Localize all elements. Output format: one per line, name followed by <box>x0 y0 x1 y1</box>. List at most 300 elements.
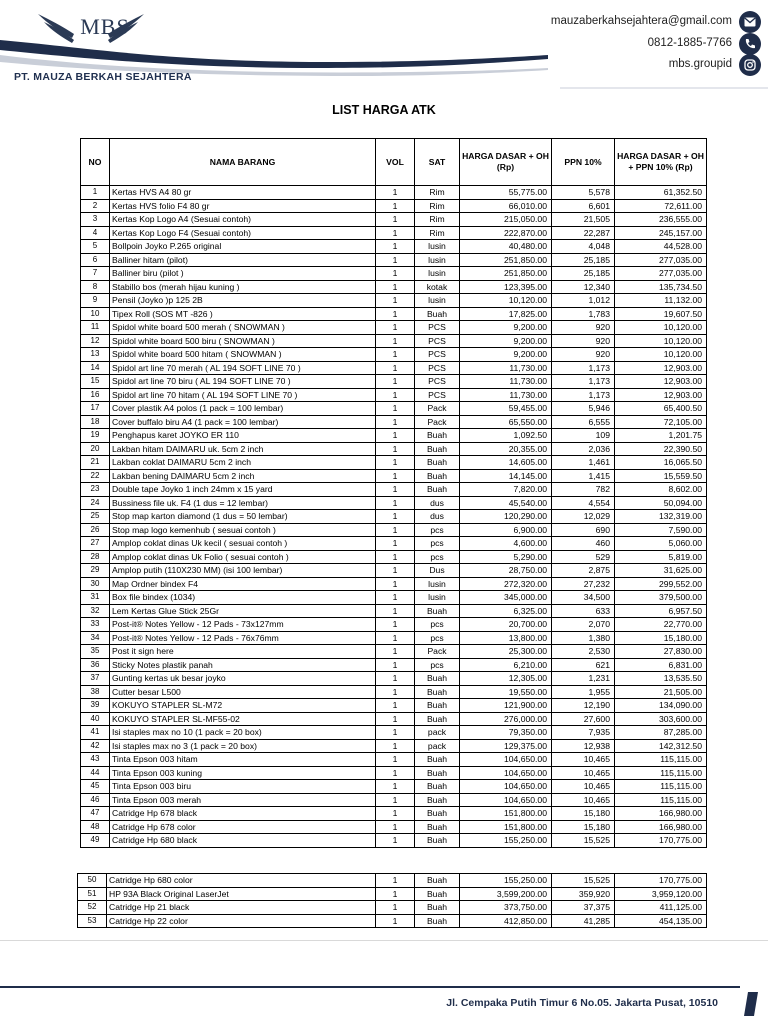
item-total-price: 21,505.00 <box>615 685 707 699</box>
item-base-price: 13,800.00 <box>460 631 552 645</box>
item-unit: Buah <box>415 442 460 456</box>
item-base-price: 373,750.00 <box>460 901 552 915</box>
item-total-price: 50,094.00 <box>615 496 707 510</box>
item-unit: pcs <box>415 631 460 645</box>
item-unit: Buah <box>415 307 460 321</box>
item-unit: Buah <box>415 914 460 928</box>
item-name: Catridge Hp 22 color <box>107 914 376 928</box>
item-no: 23 <box>81 483 110 497</box>
item-no: 36 <box>81 658 110 672</box>
item-name: Catridge Hp 680 color <box>107 874 376 888</box>
item-unit: PCS <box>415 361 460 375</box>
item-name: Double tape Joyko 1 inch 24mm x 15 yard <box>110 483 376 497</box>
table-row <box>81 618 707 632</box>
item-vol: 1 <box>376 199 415 213</box>
item-unit: Buah <box>415 780 460 794</box>
item-unit: Buah <box>415 604 460 618</box>
item-unit: Buah <box>415 429 460 443</box>
item-vol: 1 <box>376 739 415 753</box>
item-base-price: 120,290.00 <box>460 510 552 524</box>
item-vol: 1 <box>376 780 415 794</box>
item-ppn: 22,287 <box>552 226 615 240</box>
item-unit: pcs <box>415 537 460 551</box>
item-no: 16 <box>81 388 110 402</box>
table-row <box>81 793 707 807</box>
item-vol: 1 <box>376 253 415 267</box>
item-name: Tipex Roll (SOS MT -826 ) <box>110 307 376 321</box>
item-no: 26 <box>81 523 110 537</box>
item-base-price: 276,000.00 <box>460 712 552 726</box>
item-unit: lusin <box>415 577 460 591</box>
item-name: Post-it® Notes Yellow - 12 Pads - 76x76mm <box>110 631 376 645</box>
item-total-price: 3,959,120.00 <box>615 887 707 901</box>
item-no: 24 <box>81 496 110 510</box>
item-total-price: 303,600.00 <box>615 712 707 726</box>
item-no: 12 <box>81 334 110 348</box>
item-vol: 1 <box>376 483 415 497</box>
item-total-price: 72,611.00 <box>615 199 707 213</box>
item-unit: Buah <box>415 699 460 713</box>
item-ppn: 782 <box>552 483 615 497</box>
footer-accent-icon <box>744 992 758 1016</box>
item-no: 45 <box>81 780 110 794</box>
table-row <box>81 550 707 564</box>
item-unit: pcs <box>415 658 460 672</box>
item-vol: 1 <box>376 874 415 888</box>
item-name: Tinta Epson 003 biru <box>110 780 376 794</box>
item-name: Map Ordner bindex F4 <box>110 577 376 591</box>
item-unit: pcs <box>415 523 460 537</box>
item-total-price: 72,105.00 <box>615 415 707 429</box>
item-vol: 1 <box>376 834 415 848</box>
item-no: 41 <box>81 726 110 740</box>
table-row <box>81 280 707 294</box>
item-vol: 1 <box>376 793 415 807</box>
item-ppn: 4,554 <box>552 496 615 510</box>
item-unit: PCS <box>415 375 460 389</box>
item-base-price: 121,900.00 <box>460 699 552 713</box>
item-unit: Buah <box>415 887 460 901</box>
item-total-price: 44,528.00 <box>615 240 707 254</box>
item-base-price: 3,599,200.00 <box>460 887 552 901</box>
item-vol: 1 <box>376 334 415 348</box>
item-vol: 1 <box>376 726 415 740</box>
item-total-price: 277,035.00 <box>615 253 707 267</box>
item-no: 35 <box>81 645 110 659</box>
item-base-price: 412,850.00 <box>460 914 552 928</box>
item-base-price: 215,050.00 <box>460 213 552 227</box>
item-no: 6 <box>81 253 110 267</box>
table-row <box>78 874 707 888</box>
item-vol: 1 <box>376 186 415 200</box>
item-ppn: 621 <box>552 658 615 672</box>
item-unit: Buah <box>415 807 460 821</box>
table-row <box>81 483 707 497</box>
table-row <box>81 213 707 227</box>
table-row <box>81 834 707 848</box>
item-base-price: 11,730.00 <box>460 361 552 375</box>
item-base-price: 129,375.00 <box>460 739 552 753</box>
item-unit: pack <box>415 726 460 740</box>
item-no: 7 <box>81 267 110 281</box>
item-unit: Pack <box>415 415 460 429</box>
table-row <box>78 914 707 928</box>
item-ppn: 1,173 <box>552 388 615 402</box>
table-row <box>81 469 707 483</box>
item-ppn: 633 <box>552 604 615 618</box>
item-name: Post-it® Notes Yellow - 12 Pads - 73x127mm <box>110 618 376 632</box>
item-vol: 1 <box>376 388 415 402</box>
item-no: 33 <box>81 618 110 632</box>
table-row <box>81 402 707 416</box>
item-name: Spidol white board 500 biru ( SNOWMAN ) <box>110 334 376 348</box>
table-row <box>81 307 707 321</box>
item-vol: 1 <box>376 807 415 821</box>
item-vol: 1 <box>376 901 415 915</box>
item-unit: Buah <box>415 766 460 780</box>
item-total-price: 10,120.00 <box>615 334 707 348</box>
item-unit: Rim <box>415 199 460 213</box>
item-no: 11 <box>81 321 110 335</box>
item-vol: 1 <box>376 914 415 928</box>
item-total-price: 12,903.00 <box>615 375 707 389</box>
column-header: NO <box>81 139 110 186</box>
item-total-price: 411,125.00 <box>615 901 707 915</box>
item-unit: lusin <box>415 267 460 281</box>
item-ppn: 1,380 <box>552 631 615 645</box>
item-total-price: 454,135.00 <box>615 914 707 928</box>
item-base-price: 104,650.00 <box>460 753 552 767</box>
logo-text: MBS <box>80 14 130 39</box>
item-ppn: 2,530 <box>552 645 615 659</box>
item-vol: 1 <box>376 429 415 443</box>
item-total-price: 61,352.50 <box>615 186 707 200</box>
item-ppn: 1,173 <box>552 361 615 375</box>
item-base-price: 6,210.00 <box>460 658 552 672</box>
item-base-price: 14,605.00 <box>460 456 552 470</box>
item-ppn: 920 <box>552 348 615 362</box>
item-name: Cover plastik A4 polos (1 pack = 100 lembar) <box>110 402 376 416</box>
item-ppn: 12,029 <box>552 510 615 524</box>
item-no: 49 <box>81 834 110 848</box>
item-total-price: 115,115.00 <box>615 780 707 794</box>
item-vol: 1 <box>376 294 415 308</box>
table-row <box>81 604 707 618</box>
table-row <box>81 496 707 510</box>
item-base-price: 6,900.00 <box>460 523 552 537</box>
item-total-price: 1,201.75 <box>615 429 707 443</box>
item-total-price: 22,390.50 <box>615 442 707 456</box>
item-no: 4 <box>81 226 110 240</box>
item-no: 50 <box>78 874 107 888</box>
item-total-price: 15,180.00 <box>615 631 707 645</box>
table-row <box>81 591 707 605</box>
item-name: Isi staples max no 10 (1 pack = 20 box) <box>110 726 376 740</box>
item-vol: 1 <box>376 321 415 335</box>
item-base-price: 1,092.50 <box>460 429 552 443</box>
item-vol: 1 <box>376 887 415 901</box>
item-vol: 1 <box>376 510 415 524</box>
item-base-price: 11,730.00 <box>460 388 552 402</box>
item-base-price: 123,395.00 <box>460 280 552 294</box>
item-ppn: 12,938 <box>552 739 615 753</box>
item-total-price: 12,903.00 <box>615 388 707 402</box>
item-unit: dus <box>415 496 460 510</box>
item-ppn: 6,601 <box>552 199 615 213</box>
contact-instagram[interactable]: mbs.groupid <box>668 58 732 70</box>
item-ppn: 12,340 <box>552 280 615 294</box>
item-total-price: 135,734.50 <box>615 280 707 294</box>
item-ppn: 12,190 <box>552 699 615 713</box>
table-header-row <box>81 139 707 186</box>
item-ppn: 109 <box>552 429 615 443</box>
item-unit: Buah <box>415 874 460 888</box>
item-name: Cover buffalo biru A4 (1 pack = 100 lembar) <box>110 415 376 429</box>
item-vol: 1 <box>376 348 415 362</box>
column-header: SAT <box>415 139 460 186</box>
item-base-price: 19,550.00 <box>460 685 552 699</box>
item-base-price: 9,200.00 <box>460 334 552 348</box>
item-ppn: 529 <box>552 550 615 564</box>
item-base-price: 4,600.00 <box>460 537 552 551</box>
item-no: 40 <box>81 712 110 726</box>
table-row <box>81 645 707 659</box>
item-name: Spidol white board 500 hitam ( SNOWMAN ) <box>110 348 376 362</box>
table-row <box>81 361 707 375</box>
item-no: 1 <box>81 186 110 200</box>
item-no: 32 <box>81 604 110 618</box>
item-ppn: 10,465 <box>552 753 615 767</box>
item-no: 8 <box>81 280 110 294</box>
item-unit: Dus <box>415 564 460 578</box>
table-row <box>81 577 707 591</box>
table-row <box>81 226 707 240</box>
item-no: 52 <box>78 901 107 915</box>
item-base-price: 9,200.00 <box>460 348 552 362</box>
document-title: LIST HARGA ATK <box>332 103 436 117</box>
item-no: 31 <box>81 591 110 605</box>
item-base-price: 7,820.00 <box>460 483 552 497</box>
item-vol: 1 <box>376 456 415 470</box>
item-base-price: 222,870.00 <box>460 226 552 240</box>
item-no: 19 <box>81 429 110 443</box>
item-no: 43 <box>81 753 110 767</box>
item-ppn: 690 <box>552 523 615 537</box>
item-ppn: 2,070 <box>552 618 615 632</box>
item-ppn: 25,185 <box>552 253 615 267</box>
item-no: 15 <box>81 375 110 389</box>
item-ppn: 4,048 <box>552 240 615 254</box>
item-vol: 1 <box>376 213 415 227</box>
item-ppn: 37,375 <box>552 901 615 915</box>
item-unit: PCS <box>415 334 460 348</box>
item-total-price: 299,552.00 <box>615 577 707 591</box>
item-no: 44 <box>81 766 110 780</box>
item-name: Amplop coklat dinas Uk kecil ( sesuai contoh ) <box>110 537 376 551</box>
item-ppn: 1,955 <box>552 685 615 699</box>
item-name: Spidol art line 70 biru ( AL 194 SOFT LINE 70 ) <box>110 375 376 389</box>
item-no: 48 <box>81 820 110 834</box>
item-name: Spidol art line 70 merah ( AL 194 SOFT LINE 70 ) <box>110 361 376 375</box>
item-ppn: 15,525 <box>552 874 615 888</box>
item-total-price: 170,775.00 <box>615 874 707 888</box>
item-total-price: 19,607.50 <box>615 307 707 321</box>
item-name: Catridge Hp 678 black <box>110 807 376 821</box>
column-header: NAMA BARANG <box>110 139 376 186</box>
item-base-price: 345,000.00 <box>460 591 552 605</box>
item-ppn: 1,461 <box>552 456 615 470</box>
item-unit: Buah <box>415 753 460 767</box>
table-row <box>81 739 707 753</box>
item-base-price: 155,250.00 <box>460 874 552 888</box>
item-vol: 1 <box>376 591 415 605</box>
item-total-price: 8,602.00 <box>615 483 707 497</box>
instagram-icon <box>739 54 761 76</box>
item-no: 20 <box>81 442 110 456</box>
item-name: Catridge Hp 21 black <box>107 901 376 915</box>
item-unit: Buah <box>415 685 460 699</box>
item-unit: Buah <box>415 901 460 915</box>
item-base-price: 104,650.00 <box>460 766 552 780</box>
table-row <box>81 321 707 335</box>
item-unit: pcs <box>415 618 460 632</box>
table-row <box>81 375 707 389</box>
table-row <box>81 523 707 537</box>
item-base-price: 272,320.00 <box>460 577 552 591</box>
column-header: PPN 10% <box>552 139 615 186</box>
item-total-price: 10,120.00 <box>615 321 707 335</box>
item-vol: 1 <box>376 280 415 294</box>
item-unit: lusin <box>415 591 460 605</box>
item-name: Bussiness file uk. F4 (1 dus = 12 lembar) <box>110 496 376 510</box>
item-name: Kertas HVS folio F4 80 gr <box>110 199 376 213</box>
item-name: Balliner biru (pilot ) <box>110 267 376 281</box>
table-row <box>81 294 707 308</box>
table-row <box>81 658 707 672</box>
table-row <box>81 456 707 470</box>
item-total-price: 13,535.50 <box>615 672 707 686</box>
item-name: KOKUYO STAPLER SL-MF55-02 <box>110 712 376 726</box>
item-name: Spidol white board 500 merah ( SNOWMAN ) <box>110 321 376 335</box>
item-vol: 1 <box>376 537 415 551</box>
item-no: 21 <box>81 456 110 470</box>
item-unit: PCS <box>415 388 460 402</box>
column-header: HARGA DASAR + OH (Rp) <box>460 139 552 186</box>
item-unit: Buah <box>415 820 460 834</box>
letterhead <box>0 0 768 96</box>
item-vol: 1 <box>376 672 415 686</box>
item-total-price: 10,120.00 <box>615 348 707 362</box>
item-vol: 1 <box>376 469 415 483</box>
item-ppn: 1,783 <box>552 307 615 321</box>
item-ppn: 7,935 <box>552 726 615 740</box>
table-row <box>81 672 707 686</box>
item-no: 18 <box>81 415 110 429</box>
item-vol: 1 <box>376 753 415 767</box>
table-row <box>81 753 707 767</box>
item-no: 34 <box>81 631 110 645</box>
contact-email[interactable]: mauzaberkahsejahtera@gmail.com <box>550 15 732 27</box>
item-name: Bollpoin Joyko P.265 original <box>110 240 376 254</box>
item-name: Kertas Kop Logo F4 (Sesuai contoh) <box>110 226 376 240</box>
item-ppn: 1,012 <box>552 294 615 308</box>
item-no: 39 <box>81 699 110 713</box>
item-unit: Buah <box>415 793 460 807</box>
item-no: 2 <box>81 199 110 213</box>
item-name: Balliner hitam (pilot) <box>110 253 376 267</box>
item-unit: lusin <box>415 253 460 267</box>
item-name: Lakban bening DAIMARU 5cm 2 inch <box>110 469 376 483</box>
item-no: 38 <box>81 685 110 699</box>
item-total-price: 15,559.50 <box>615 469 707 483</box>
table-row <box>81 253 707 267</box>
item-base-price: 66,010.00 <box>460 199 552 213</box>
item-no: 28 <box>81 550 110 564</box>
item-unit: Rim <box>415 186 460 200</box>
item-total-price: 277,035.00 <box>615 267 707 281</box>
item-name: Lakban hitam DAIMARU uk. 5cm 2 inch <box>110 442 376 456</box>
item-name: Isi staples max no 3 (1 pack = 20 box) <box>110 739 376 753</box>
item-name: Catridge Hp 678 color <box>110 820 376 834</box>
item-ppn: 34,500 <box>552 591 615 605</box>
item-unit: Buah <box>415 712 460 726</box>
item-base-price: 17,825.00 <box>460 307 552 321</box>
item-total-price: 22,770.00 <box>615 618 707 632</box>
item-base-price: 151,800.00 <box>460 807 552 821</box>
item-ppn: 21,505 <box>552 213 615 227</box>
item-name: Pensil (Joyko )p 125 2B <box>110 294 376 308</box>
item-vol: 1 <box>376 766 415 780</box>
item-unit: lusin <box>415 240 460 254</box>
item-name: Spidol art line 70 hitam ( AL 194 SOFT LINE 70 ) <box>110 388 376 402</box>
item-no: 9 <box>81 294 110 308</box>
item-vol: 1 <box>376 631 415 645</box>
item-vol: 1 <box>376 658 415 672</box>
item-base-price: 9,200.00 <box>460 321 552 335</box>
item-total-price: 11,132.00 <box>615 294 707 308</box>
item-no: 37 <box>81 672 110 686</box>
phone-icon <box>739 33 761 55</box>
item-name: Stabillo bos (merah hijau kuning ) <box>110 280 376 294</box>
item-unit: pcs <box>415 550 460 564</box>
item-ppn: 25,185 <box>552 267 615 281</box>
item-total-price: 31,625.00 <box>615 564 707 578</box>
item-total-price: 115,115.00 <box>615 793 707 807</box>
item-total-price: 87,285.00 <box>615 726 707 740</box>
item-name: Tinta Epson 003 hitam <box>110 753 376 767</box>
item-total-price: 379,500.00 <box>615 591 707 605</box>
item-no: 42 <box>81 739 110 753</box>
contact-phone[interactable]: 0812-1885-7766 <box>647 37 732 49</box>
item-unit: dus <box>415 510 460 524</box>
table-row <box>81 631 707 645</box>
item-no: 51 <box>78 887 107 901</box>
item-base-price: 28,750.00 <box>460 564 552 578</box>
company-name: PT. MAUZA BERKAH SEJAHTERA <box>14 71 192 83</box>
item-no: 29 <box>81 564 110 578</box>
item-base-price: 14,145.00 <box>460 469 552 483</box>
item-base-price: 104,650.00 <box>460 780 552 794</box>
item-unit: lusin <box>415 294 460 308</box>
item-vol: 1 <box>376 361 415 375</box>
item-ppn: 460 <box>552 537 615 551</box>
table-row <box>81 348 707 362</box>
item-vol: 1 <box>376 307 415 321</box>
table-row <box>81 712 707 726</box>
footer-bar <box>0 986 740 988</box>
item-total-price: 27,830.00 <box>615 645 707 659</box>
item-vol: 1 <box>376 240 415 254</box>
